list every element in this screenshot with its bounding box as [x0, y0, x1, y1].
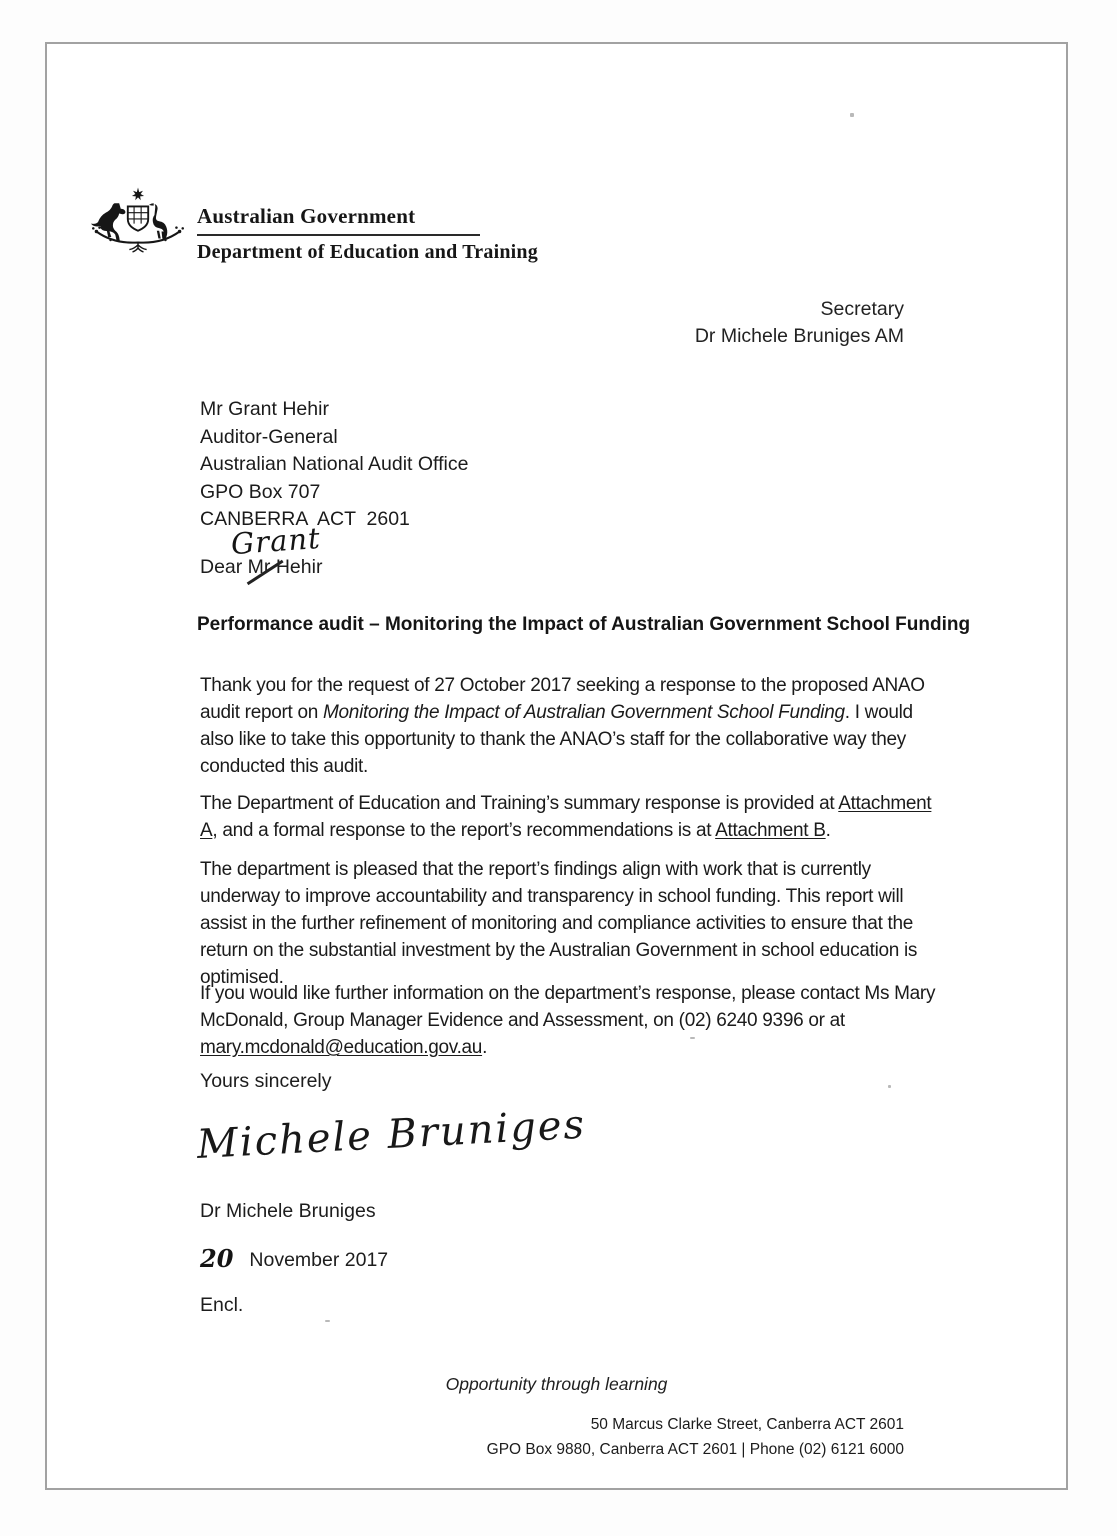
- recipient-organisation: Australian National Audit Office: [200, 453, 469, 476]
- scan-speck: [325, 1320, 330, 1322]
- report-title: Monitoring the Impact of Australian Government School Funding: [323, 702, 845, 723]
- body-paragraph-3: The department is pleased that the report’s findings align with work that is currently underway to improve accountability and transparency in school funding. This report will assist in the further refinement of monitoring and compliance activities to ensure that the return on the substantial investment by the Australian Government in school education is optimised.: [200, 859, 918, 988]
- footer-address-line-1: 50 Marcus Clarke Street, Canberra ACT 2601: [590, 1416, 904, 1433]
- footer-address-line-2: GPO Box 9880, Canberra ACT 2601 | Phone (02) 6121 6000: [486, 1441, 904, 1458]
- signature-script: Michele Bruniges: [195, 1101, 588, 1168]
- department-title: Department of Education and Training: [197, 241, 538, 263]
- department-motto: Opportunity through learning: [445, 1374, 668, 1394]
- p1-text-after: . I would also like to take this opportunity to thank the ANAO’s staff for the collaborative way they conducted this audit.: [200, 702, 913, 777]
- attachment-a-ref: Attachment A: [200, 793, 932, 841]
- scan-speck: [850, 113, 854, 117]
- australian-coat-of-arms-icon: [87, 184, 189, 268]
- signer-name: Dr Michele Bruniges: [200, 1200, 376, 1222]
- subject-line: Performance audit – Monitoring the Impact of Australian Government School Funding: [197, 614, 971, 635]
- letterhead-rule: [197, 234, 480, 236]
- body-paragraph-2: [200, 790, 945, 844]
- p2-text-after: .: [825, 820, 831, 841]
- scan-speck: [690, 1037, 695, 1039]
- p4-text-after: .: [482, 1037, 488, 1058]
- recipient-city: CANBERRA ACT 2601: [200, 508, 410, 531]
- recipient-name: Mr Grant Hehir: [200, 398, 329, 420]
- p2-text: The Department of Education and Training’s summary response is provided at: [200, 793, 839, 814]
- email-address: mary.mcdonald@education.gov.au: [200, 1037, 483, 1058]
- valediction: Yours sincerely: [200, 1070, 332, 1092]
- attachment-b-ref: Attachment B: [715, 820, 826, 841]
- scan-speck: [888, 1085, 891, 1088]
- date-month-year: November 2017: [249, 1249, 389, 1271]
- letter-date: [200, 1244, 388, 1273]
- footer-address: [487, 1412, 904, 1462]
- p2-text-mid: , and a formal response to the report’s recommendations is at: [212, 820, 716, 841]
- recipient-address: [200, 396, 468, 534]
- sender-block: [695, 296, 904, 350]
- salutation: Dear Mr Hehir: [200, 556, 323, 578]
- scanned-letter-page: [45, 42, 1068, 1490]
- p4-text: If you would like further information on the department’s response, please contact Ms Mary McDonald, Group Manager Evidence and Assessment, on (02) 6240 9396 or at: [200, 983, 936, 1031]
- enclosure-note: Encl.: [200, 1294, 244, 1316]
- recipient-role: Auditor-General: [200, 425, 338, 448]
- handwritten-day: 20: [200, 1244, 234, 1273]
- letterhead: [197, 204, 538, 264]
- body-paragraph-4: [200, 980, 945, 1061]
- recipient-po-box: GPO Box 707: [200, 480, 321, 503]
- government-title: Australian Government: [197, 204, 416, 228]
- handwritten-annotation: Grant: [229, 520, 322, 562]
- body-paragraph-1: [200, 672, 945, 780]
- sender-name: Dr Michele Bruniges AM: [694, 325, 904, 347]
- sender-title: Secretary: [820, 298, 904, 320]
- p1-text: Thank you for the request of 27 October 2017 seeking a response to the proposed ANAO audit report on: [200, 675, 925, 723]
